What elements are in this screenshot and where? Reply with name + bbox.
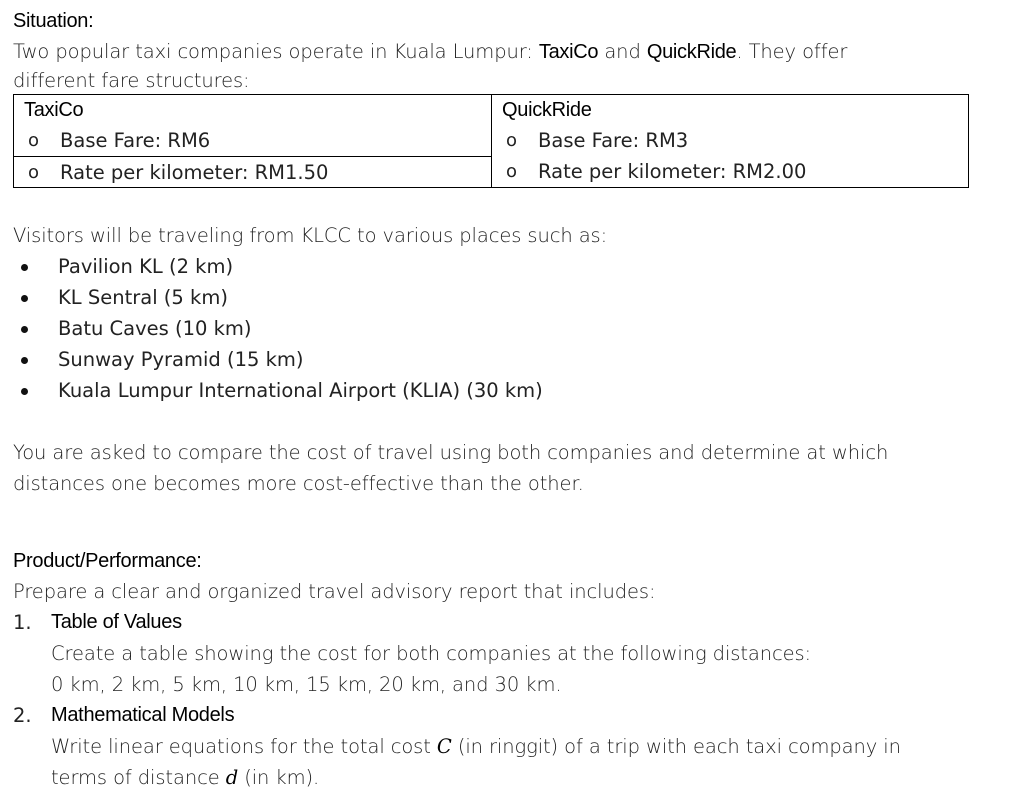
situation-heading: Situation: bbox=[13, 10, 94, 32]
fare-row-text: Base Fare: RM6 bbox=[60, 129, 211, 152]
destinations-list bbox=[13, 251, 1003, 406]
list-item bbox=[13, 607, 1003, 700]
product-intro: Prepare a clear and organized travel advisory report that includes: bbox=[13, 580, 656, 603]
circle-bullet-icon: o bbox=[28, 162, 40, 183]
product-heading: Product/Performance: bbox=[13, 550, 202, 572]
item-line: 0 km, 2 km, 5 km, 10 km, 15 km, 20 km, and 30 km. bbox=[51, 673, 562, 696]
destinations-intro: Visitors will be traveling from KLCC to various places such as: bbox=[13, 224, 608, 247]
intro-text-1: Two popular taxi companies operate in Kuala Lumpur: bbox=[13, 40, 539, 63]
variable-d: d bbox=[225, 766, 239, 789]
item-text: (in km). bbox=[238, 766, 320, 789]
destination-text: Sunway Pyramid (15 km) bbox=[58, 348, 304, 371]
item-line: Create a table showing the cost for both companies at the following distances: bbox=[51, 642, 812, 665]
item-number: 2. bbox=[13, 704, 32, 727]
circle-bullet-icon: o bbox=[506, 161, 518, 182]
destination-text: Pavilion KL (2 km) bbox=[58, 255, 234, 278]
company-b-name: QuickRide bbox=[646, 41, 737, 63]
circle-bullet-icon: o bbox=[506, 130, 518, 151]
fare-column-taxico bbox=[14, 95, 492, 187]
fare-column-title: QuickRide bbox=[502, 99, 592, 121]
item-text: Write linear equations for the total cost bbox=[51, 735, 437, 758]
item-title: Mathematical Models bbox=[51, 704, 235, 726]
fare-column-quickride bbox=[492, 95, 968, 187]
item-text: (in ringgit) of a trip with each taxi company in bbox=[451, 735, 901, 758]
destination-text: KL Sentral (5 km) bbox=[58, 286, 228, 309]
list-item bbox=[13, 700, 1003, 793]
task-line-2: distances one becomes more cost-effective than the other. bbox=[13, 472, 584, 495]
fare-row-text: Base Fare: RM3 bbox=[538, 129, 689, 152]
situation-intro bbox=[13, 36, 1003, 68]
item-text: terms of distance bbox=[51, 766, 226, 789]
list-item bbox=[13, 313, 1003, 344]
fare-row bbox=[14, 156, 491, 188]
list-item bbox=[13, 282, 1003, 313]
requirements-list bbox=[13, 607, 1003, 793]
intro-text-2: . They offer bbox=[736, 40, 848, 63]
destination-text: Kuala Lumpur International Airport (KLIA) (30 km) bbox=[58, 379, 543, 402]
fare-row-text: Rate per kilometer: RM1.50 bbox=[60, 161, 329, 184]
list-item bbox=[13, 251, 1003, 282]
item-line bbox=[51, 762, 1003, 793]
bullet-icon bbox=[21, 264, 28, 271]
circle-bullet-icon: o bbox=[28, 130, 40, 151]
item-number: 1. bbox=[13, 611, 32, 634]
item-title: Table of Values bbox=[51, 611, 182, 633]
fare-row bbox=[492, 156, 968, 187]
bullet-icon bbox=[21, 295, 28, 302]
intro-and: and bbox=[598, 40, 647, 63]
bullet-icon bbox=[21, 357, 28, 364]
variable-c: C bbox=[436, 735, 452, 758]
document-page bbox=[13, 6, 1003, 793]
list-item bbox=[13, 375, 1003, 406]
item-line bbox=[51, 731, 1003, 762]
bullet-icon bbox=[21, 326, 28, 333]
situation-intro-line2: different fare structures: bbox=[13, 69, 250, 92]
list-item bbox=[13, 344, 1003, 375]
company-a-name: TaxiCo bbox=[538, 41, 599, 63]
destination-text: Batu Caves (10 km) bbox=[58, 317, 252, 340]
fare-row-text: Rate per kilometer: RM2.00 bbox=[538, 160, 807, 183]
fare-table bbox=[13, 94, 969, 188]
bullet-icon bbox=[21, 388, 28, 395]
fare-column-title: TaxiCo bbox=[24, 99, 84, 121]
fare-row bbox=[492, 125, 968, 156]
fare-row bbox=[14, 125, 491, 156]
task-line-1: You are asked to compare the cost of travel using both companies and determine at which bbox=[13, 441, 889, 464]
